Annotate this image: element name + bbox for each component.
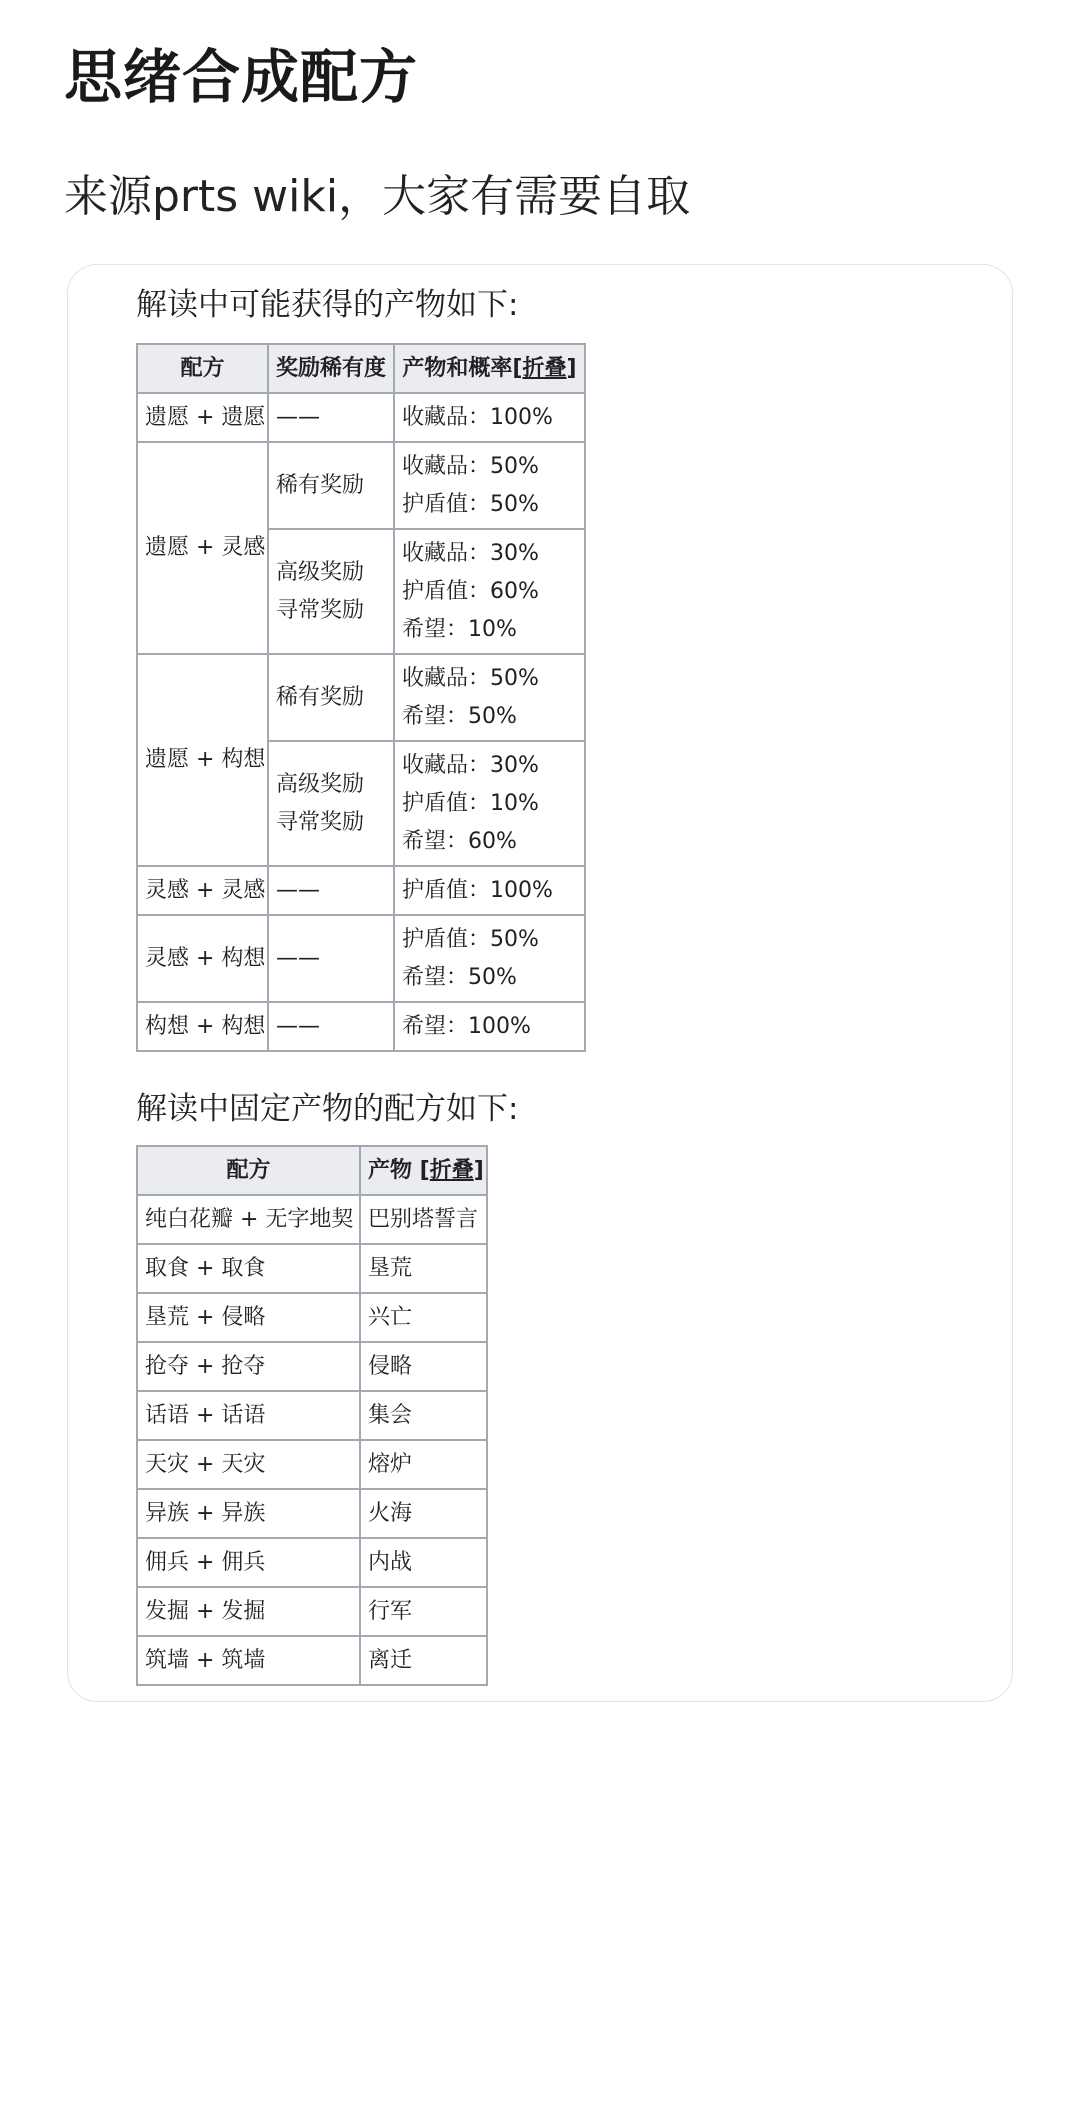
table-header-row bbox=[137, 1146, 487, 1195]
recipe-cell: 异族 + 异族 bbox=[137, 1489, 360, 1538]
output-cell: 火海 bbox=[360, 1489, 487, 1538]
table-row bbox=[137, 1391, 487, 1440]
recipe-cell: 纯白花瓣 + 无字地契 bbox=[137, 1195, 360, 1244]
collapse-link[interactable]: 折叠 bbox=[522, 355, 567, 381]
recipe-cell: 遗愿 + 灵感 bbox=[137, 442, 268, 654]
rarity-cell: 稀有奖励 bbox=[268, 654, 394, 741]
output-cell: 护盾值：100% bbox=[394, 866, 585, 915]
table-row bbox=[137, 393, 585, 442]
recipe-cell: 话语 + 话语 bbox=[137, 1391, 360, 1440]
table-row bbox=[137, 1002, 585, 1051]
recipe-cell: 天灾 + 天灾 bbox=[137, 1440, 360, 1489]
header-recipe: 配方 bbox=[137, 344, 268, 393]
table-row bbox=[137, 1195, 487, 1244]
recipe-cell: 遗愿 + 构想 bbox=[137, 654, 268, 866]
table-row bbox=[137, 1538, 487, 1587]
rarity-cell: —— bbox=[268, 866, 394, 915]
fixed-recipe-table bbox=[136, 1145, 488, 1686]
table-row bbox=[137, 1587, 487, 1636]
output-cell: 熔炉 bbox=[360, 1440, 487, 1489]
recipe-cell: 抢夺 + 抢夺 bbox=[137, 1342, 360, 1391]
table-row bbox=[137, 1293, 487, 1342]
post-title: 思绪合成配方 bbox=[64, 43, 419, 111]
table-row bbox=[137, 1489, 487, 1538]
table-row bbox=[137, 442, 585, 529]
header-recipe: 配方 bbox=[137, 1146, 360, 1195]
rarity-cell: 高级奖励 寻常奖励 bbox=[268, 529, 394, 654]
output-cell: 收藏品：30% 护盾值：10% 希望：60% bbox=[394, 741, 585, 866]
collapse-link[interactable]: 折叠 bbox=[429, 1157, 474, 1183]
output-cell: 行军 bbox=[360, 1587, 487, 1636]
rarity-cell: —— bbox=[268, 1002, 394, 1051]
header-output: 产物 [折叠] bbox=[360, 1146, 487, 1195]
output-cell: 收藏品：50% 护盾值：50% bbox=[394, 442, 585, 529]
recipe-cell: 遗愿 + 遗愿 bbox=[137, 393, 268, 442]
rarity-cell: 高级奖励 寻常奖励 bbox=[268, 741, 394, 866]
table-row bbox=[137, 1342, 487, 1391]
recipe-cell: 取食 + 取食 bbox=[137, 1244, 360, 1293]
output-cell: 收藏品：30% 护盾值：60% 希望：10% bbox=[394, 529, 585, 654]
recipe-cell: 灵感 + 灵感 bbox=[137, 866, 268, 915]
post-subtitle: 来源prts wiki，大家有需要自取 bbox=[64, 171, 691, 222]
output-cell: 收藏品：50% 希望：50% bbox=[394, 654, 585, 741]
output-cell: 巴别塔誓言 bbox=[360, 1195, 487, 1244]
table-row bbox=[137, 866, 585, 915]
output-cell: 集会 bbox=[360, 1391, 487, 1440]
output-cell: 侵略 bbox=[360, 1342, 487, 1391]
table-row bbox=[137, 1440, 487, 1489]
rarity-cell: —— bbox=[268, 393, 394, 442]
output-cell: 内战 bbox=[360, 1538, 487, 1587]
recipe-cell: 灵感 + 构想 bbox=[137, 915, 268, 1002]
output-cell: 收藏品：100% bbox=[394, 393, 585, 442]
rarity-cell: 稀有奖励 bbox=[268, 442, 394, 529]
intro-text-fixed-outputs: 解读中固定产物的配方如下: bbox=[136, 1091, 519, 1127]
table-row bbox=[137, 1636, 487, 1685]
intro-text-possible-outputs: 解读中可能获得的产物如下: bbox=[136, 287, 519, 323]
recipe-cell: 发掘 + 发掘 bbox=[137, 1587, 360, 1636]
table-header-row bbox=[137, 344, 585, 393]
table-row bbox=[137, 915, 585, 1002]
output-cell: 垦荒 bbox=[360, 1244, 487, 1293]
header-output-probability: 产物和概率[折叠] bbox=[394, 344, 585, 393]
recipe-cell: 筑墙 + 筑墙 bbox=[137, 1636, 360, 1685]
output-cell: 希望：100% bbox=[394, 1002, 585, 1051]
recipe-cell: 垦荒 + 侵略 bbox=[137, 1293, 360, 1342]
rarity-cell: —— bbox=[268, 915, 394, 1002]
table-row bbox=[137, 654, 585, 741]
header-rarity: 奖励稀有度 bbox=[268, 344, 394, 393]
recipe-image-card[interactable] bbox=[67, 264, 1013, 1702]
recipe-cell: 佣兵 + 佣兵 bbox=[137, 1538, 360, 1587]
recipe-cell: 构想 + 构想 bbox=[137, 1002, 268, 1051]
output-cell: 护盾值：50% 希望：50% bbox=[394, 915, 585, 1002]
output-cell: 兴亡 bbox=[360, 1293, 487, 1342]
table-row bbox=[137, 1244, 487, 1293]
output-cell: 离迁 bbox=[360, 1636, 487, 1685]
probability-table bbox=[136, 343, 586, 1052]
